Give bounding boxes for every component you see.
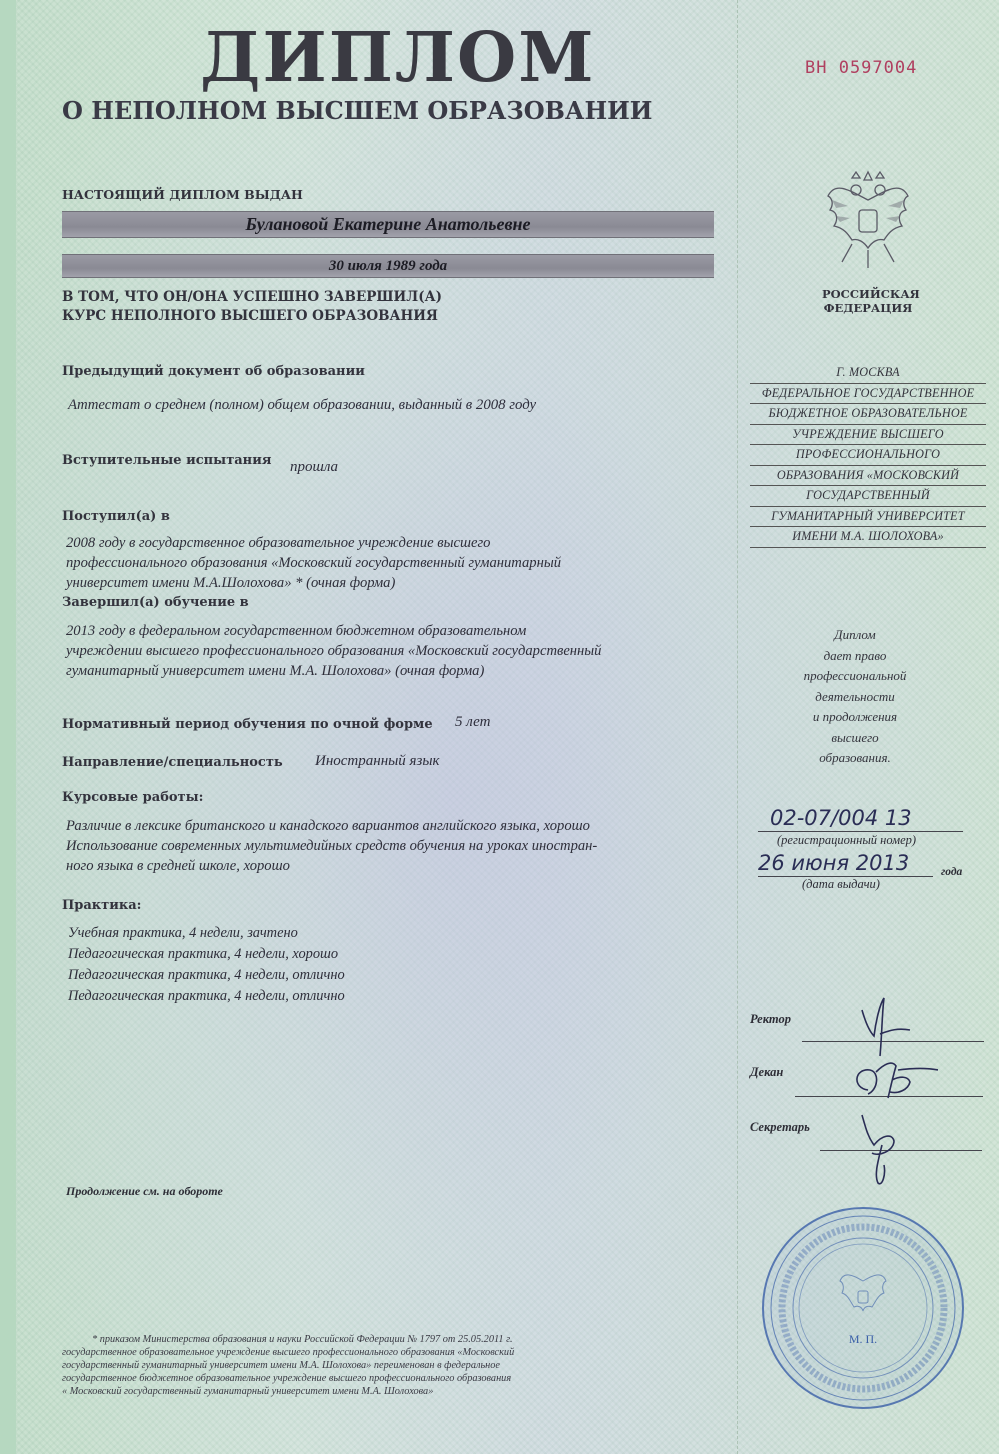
recipient-name: Булановой Екатерине Анатольевне	[245, 214, 531, 234]
rights-line: деятельности	[815, 688, 895, 704]
practice-item: Педагогическая практика, 4 недели, отлично	[68, 967, 345, 983]
entrance-label: Вступительные испытания	[62, 453, 272, 468]
document-title: ДИПЛОМ	[200, 18, 596, 98]
rights-line: и продолжения	[812, 709, 898, 724]
continuation-note: Продолжение см. на обороте	[66, 1184, 223, 1198]
entrance-value: прошла	[290, 459, 339, 475]
specialty-value: Иностранный язык	[315, 753, 440, 769]
registration-number-label: (регистрационный номер)	[777, 833, 917, 847]
practice-list	[68, 923, 345, 1007]
enrolled-label: Поступил(а) в	[62, 509, 170, 524]
practice-item: Учебная практика, 4 недели, зачтено	[68, 925, 298, 941]
registration-number-line	[758, 831, 963, 832]
period-label: Нормативный период обучения по очной форме	[62, 717, 433, 732]
registration-number: 02-07/004 13	[770, 806, 912, 830]
country-line-2: ФЕДЕРАЦИЯ	[823, 301, 913, 315]
footnote-line: * приказом Министерства образования и науки Российской Федерации № 1797 от 25.05.2011 г.	[92, 1334, 513, 1345]
rights-line: дает право	[823, 647, 887, 663]
institution-line: ОБРАЗОВАНИЯ «МОСКОВСКИЙ	[750, 466, 986, 487]
recipient-name-bar	[62, 211, 714, 238]
rights-line: высшего	[831, 729, 879, 745]
footnote	[62, 1333, 730, 1398]
rector-label: Ректор	[750, 1012, 791, 1026]
country-line-1: РОССИЙСКАЯ	[822, 287, 920, 301]
rights-line: профессиональной	[803, 668, 907, 683]
left-border-strip	[0, 0, 16, 1454]
institution-line: ГОСУДАРСТВЕННЫЙ	[750, 486, 986, 507]
issue-date: 26 июня 2013	[758, 851, 910, 875]
institution-line: Г. МОСКВА	[750, 363, 986, 384]
issue-date-label: (дата выдачи)	[802, 877, 880, 891]
enrolled-line: 2008 году в государственное образовательное учреждение высшего	[66, 535, 491, 551]
rights-line: образования.	[819, 750, 891, 765]
footnote-line: государственное бюджетное образовательное учреждение высшего профессионального образования	[62, 1373, 512, 1384]
coursework-line: Использование современных мультимедийных средств обучения на уроках иностран-	[66, 838, 598, 854]
completion-line-1: В ТОМ, ЧТО ОН/ОНА УСПЕШНО ЗАВЕРШИЛ(А)	[62, 289, 442, 305]
secretary-signature	[848, 1105, 928, 1190]
institution-line: ИМЕНИ М.А. ШОЛОХОВА»	[750, 527, 986, 548]
birth-date: 30 июля 1989 года	[328, 258, 448, 274]
dean-label: Декан	[750, 1065, 784, 1079]
institution-line: ПРОФЕССИОНАЛЬНОГО	[750, 445, 986, 466]
institution-line: УЧРЕЖДЕНИЕ ВЫСШЕГО	[750, 425, 986, 446]
coursework-line: ного языка в средней школе, хорошо	[66, 858, 290, 874]
dean-signature	[838, 1050, 938, 1110]
rights-line: Диплом	[834, 627, 876, 642]
previous-doc-label: Предыдущий документ об образовании	[62, 364, 365, 379]
footnote-line: государственный гуманитарный университет имени М.А. Шолохова» переименован в федеральное	[62, 1360, 500, 1371]
footnote-line: государственное образовательное учреждение высшего профессионального образования «Московский	[62, 1347, 515, 1358]
finished-line: 2013 году в федеральном государственном бюджетном образовательном	[66, 623, 527, 639]
coat-of-arms-icon	[822, 170, 914, 275]
issue-date-year-suffix: года	[941, 866, 963, 878]
coursework-line: Различие в лексике британского и канадского вариантов английского языка, хорошо	[66, 818, 590, 834]
footnote-line: « Московский государственный гуманитарный университет имени М.А. Шолохова»	[62, 1386, 434, 1397]
column-divider	[737, 0, 738, 1454]
serial-number: ВН 0597004	[805, 58, 918, 78]
coursework-text	[66, 816, 597, 876]
document-subtitle: О НЕПОЛНОМ ВЫСШЕМ ОБРАЗОВАНИИ	[62, 96, 653, 125]
period-value: 5 лет	[455, 714, 491, 730]
enrolled-line: университет имени М.А.Шолохова» * (очная форма)	[66, 575, 396, 591]
practice-item: Педагогическая практика, 4 недели, отлично	[68, 988, 345, 1004]
institution-block	[748, 363, 988, 548]
issued-to-label: НАСТОЯЩИЙ ДИПЛОМ ВЫДАН	[62, 187, 303, 202]
previous-doc-value: Аттестат о среднем (полном) общем образовании, выданный в 2008 году	[68, 397, 537, 413]
institution-line: ФЕДЕРАЛЬНОЕ ГОСУДАРСТВЕННОЕ	[750, 384, 986, 405]
completion-line-2: КУРС НЕПОЛНОГО ВЫСШЕГО ОБРАЗОВАНИЯ	[62, 308, 438, 324]
finished-label: Завершил(а) обучение в	[62, 595, 249, 610]
coursework-label: Курсовые работы:	[62, 790, 204, 805]
institution-line: ГУМАНИТАРНЫЙ УНИВЕРСИТЕТ	[750, 507, 986, 528]
enrolled-text	[66, 533, 561, 593]
specialty-label: Направление/специальность	[62, 755, 283, 770]
institution-line: БЮДЖЕТНОЕ ОБРАЗОВАТЕЛЬНОЕ	[750, 404, 986, 425]
rights-note	[780, 625, 930, 769]
finished-text	[66, 621, 601, 681]
practice-item: Педагогическая практика, 4 недели, хорошо	[68, 946, 339, 962]
enrolled-line: профессионального образования «Московский государственный гуманитарный	[66, 555, 562, 571]
finished-line: учреждении высшего профессионального образования «Московский государственный	[66, 643, 602, 659]
birth-date-bar	[62, 254, 714, 278]
seal-label: М. П.	[848, 1332, 878, 1346]
secretary-label: Секретарь	[750, 1120, 810, 1134]
practice-label: Практика:	[62, 898, 142, 913]
finished-line: гуманитарный университет имени М.А. Шолохова» (очная форма)	[66, 663, 485, 679]
official-seal	[758, 1203, 968, 1413]
